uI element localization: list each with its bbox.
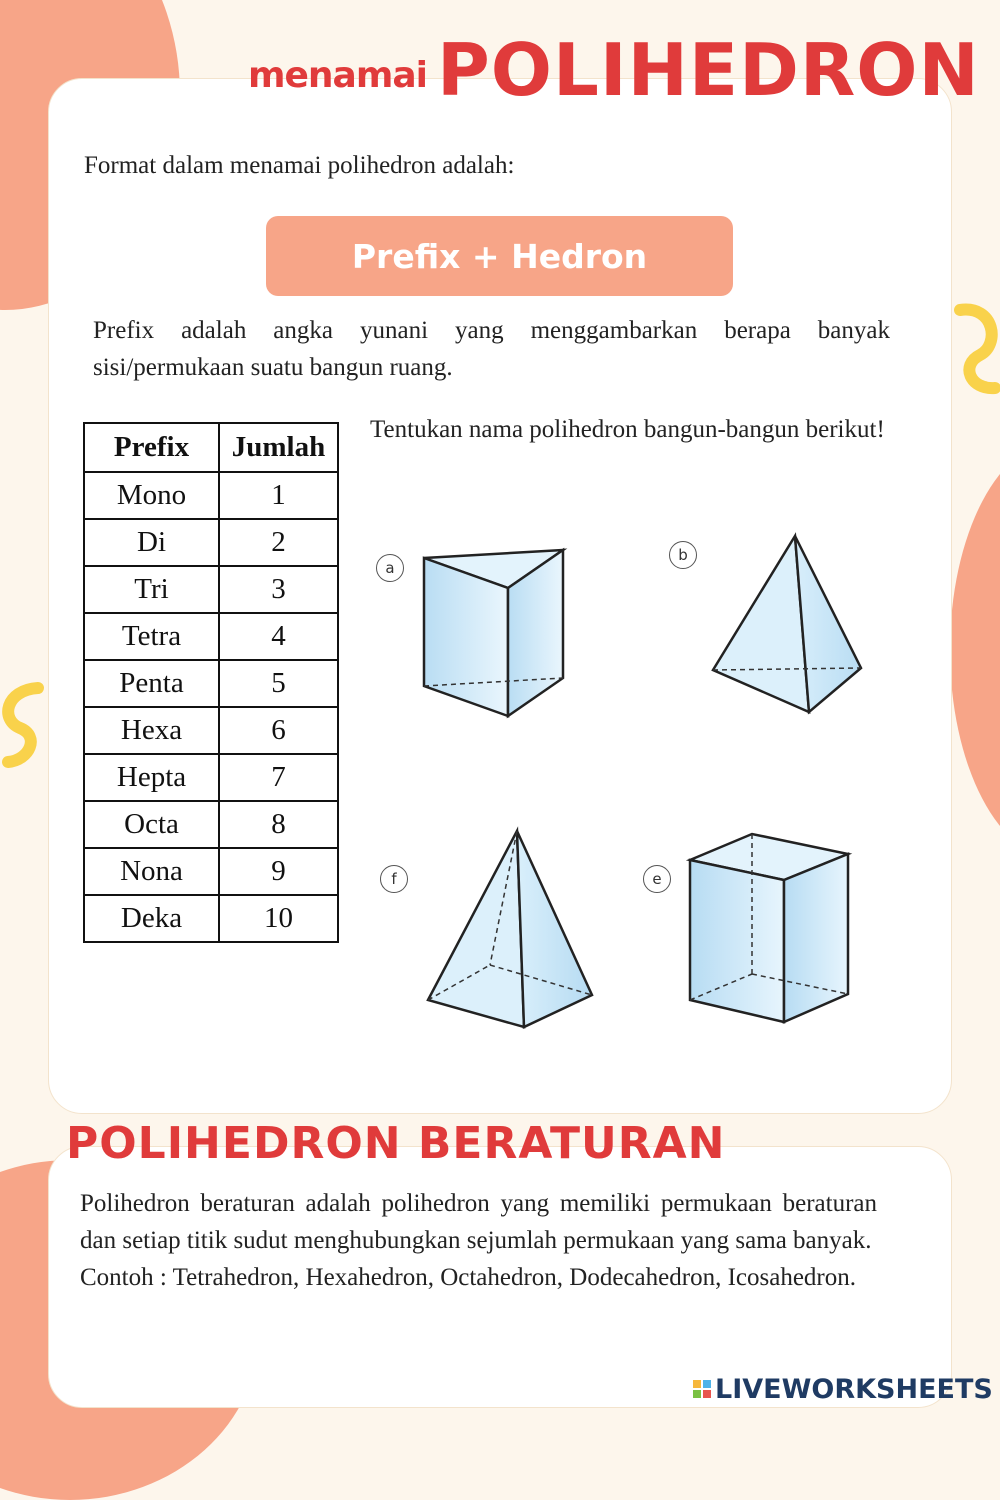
examples-text: Contoh : Tetrahedron, Hexahedron, Octahedron, Dodecahedron, Icosahedron. xyxy=(80,1264,856,1291)
prefix-cell: Tetra xyxy=(84,613,219,660)
task-instruction: Tentukan nama polihedron bangun-bangun berikut! xyxy=(370,416,885,443)
figure-label-f: f xyxy=(380,865,408,893)
figure-label-e: e xyxy=(643,865,671,893)
table-header-row xyxy=(84,423,338,472)
bg-blob-right xyxy=(950,440,1000,860)
count-cell: 10 xyxy=(219,895,338,942)
prefix-table xyxy=(83,422,339,943)
figure-label-a: a xyxy=(376,554,404,582)
brand-text: LIVEWORKSHEETS xyxy=(715,1373,993,1405)
count-cell: 9 xyxy=(219,848,338,895)
prefix-cell: Tri xyxy=(84,566,219,613)
table-row xyxy=(84,566,338,613)
header-prefix: Prefix xyxy=(84,423,219,472)
liveworksheets-logo[interactable] xyxy=(693,1372,993,1406)
triangular-pyramid-figure xyxy=(705,528,870,718)
table-row xyxy=(84,660,338,707)
count-cell: 5 xyxy=(219,660,338,707)
count-cell: 2 xyxy=(219,519,338,566)
prefix-cell: Penta xyxy=(84,660,219,707)
prefix-cell: Nona xyxy=(84,848,219,895)
cuboid-figure xyxy=(682,828,857,1028)
triangular-prism-figure xyxy=(410,540,580,730)
prefix-cell: Deka xyxy=(84,895,219,942)
prefix-cell: Mono xyxy=(84,472,219,519)
table-row xyxy=(84,895,338,942)
prefix-cell: Hepta xyxy=(84,754,219,801)
count-cell: 7 xyxy=(219,754,338,801)
table-row xyxy=(84,472,338,519)
table-row xyxy=(84,519,338,566)
prefix-cell: Hexa xyxy=(84,707,219,754)
prefix-explanation: Prefix adalah angka yunani yang menggambarkan berapa banyak sisi/permukaan suatu bangun ruang. xyxy=(93,317,890,381)
title-prefix: menamai xyxy=(248,55,427,96)
definition-text: Polihedron beraturan adalah polihedron yang memiliki permukaan beraturan dan setiap titik sudut menghubungkan sejumlah permukaan yang sama banyak. xyxy=(80,1190,877,1254)
table-row xyxy=(84,613,338,660)
table-row xyxy=(84,754,338,801)
count-cell: 4 xyxy=(219,613,338,660)
prefix-cell: Di xyxy=(84,519,219,566)
formula-text: Prefix + Hedron xyxy=(351,236,648,276)
table-row xyxy=(84,848,338,895)
count-cell: 1 xyxy=(219,472,338,519)
table-row xyxy=(84,707,338,754)
title-main: POLIHEDRON xyxy=(437,28,980,112)
curl-decoration-left xyxy=(0,680,50,770)
page-title xyxy=(248,28,980,118)
count-cell: 6 xyxy=(219,707,338,754)
figure-label-b: b xyxy=(669,541,697,569)
header-jumlah: Jumlah xyxy=(219,423,338,472)
formula-box xyxy=(266,216,733,296)
logo-icon xyxy=(693,1380,711,1398)
count-cell: 8 xyxy=(219,801,338,848)
curl-decoration-right xyxy=(950,300,1000,400)
section-title: POLIHEDRON BERATURAN xyxy=(66,1118,726,1169)
table-row xyxy=(84,801,338,848)
square-pyramid-figure xyxy=(420,825,600,1035)
intro-text: Format dalam menamai polihedron adalah: xyxy=(84,152,515,179)
regular-polyhedron-text xyxy=(80,1185,877,1296)
count-cell: 3 xyxy=(219,566,338,613)
prefix-cell: Octa xyxy=(84,801,219,848)
